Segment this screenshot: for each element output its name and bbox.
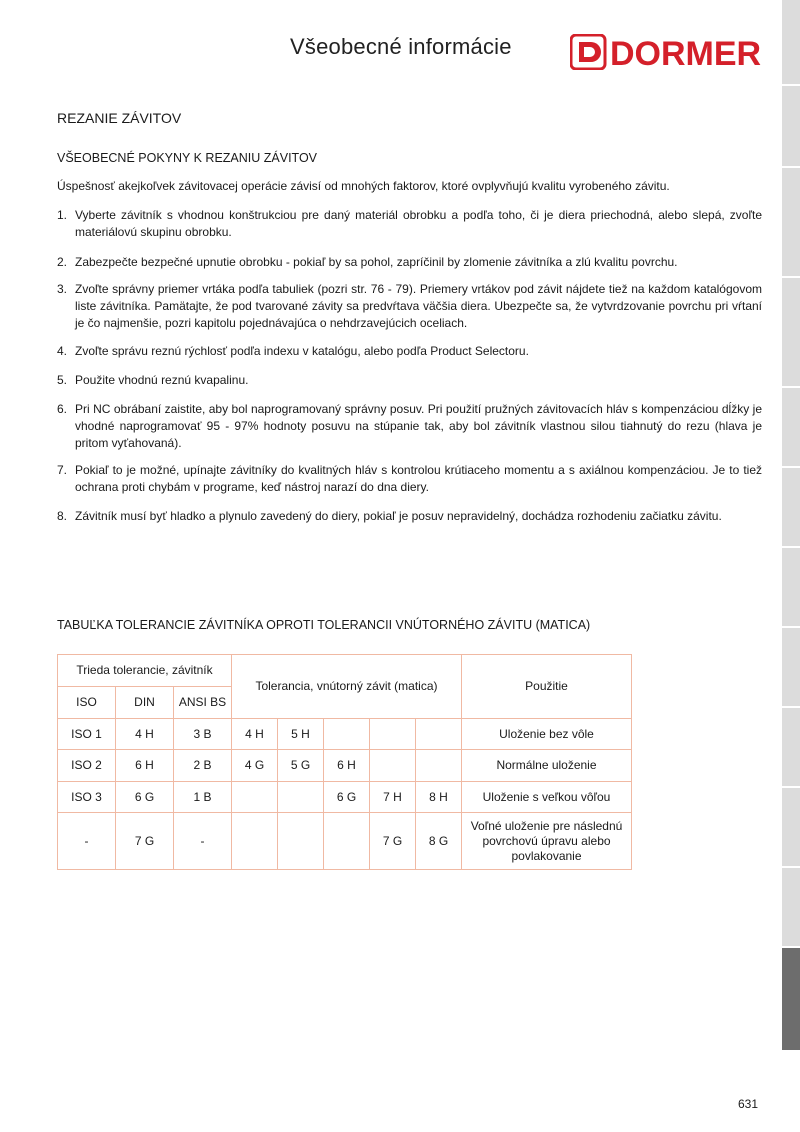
cell-nut-1 — [232, 782, 278, 813]
side-tab[interactable] — [782, 468, 800, 546]
table-caption: TABUĽKA TOLERANCIE ZÁVITNÍKA OPROTI TOLERANCII VNÚTORNÉHO ZÁVITU (MATICA) — [57, 618, 591, 632]
cell-iso: ISO 2 — [58, 750, 116, 782]
table-row — [58, 813, 632, 870]
list-item — [57, 508, 762, 525]
side-tab[interactable] — [782, 548, 800, 626]
header-iso: ISO — [58, 687, 116, 719]
table-row — [58, 750, 632, 782]
side-tab[interactable] — [782, 628, 800, 706]
cell-iso: ISO 3 — [58, 782, 116, 813]
list-item-text: Pokiaľ to je možné, upínajte závitníky do kvalitných hláv s kontrolou krútiaceho momentu a s axiálnou kompenzáciou. Je to tiež ochrana proti chybám v programe, keď nástroj narazí do dna diery. — [75, 463, 762, 494]
list-item-number: 5. — [57, 373, 68, 387]
list-item-number: 7. — [57, 463, 68, 477]
list-item-text: Použite vhodnú reznú kvapalinu. — [75, 373, 249, 387]
side-tab[interactable] — [782, 0, 800, 84]
cell-din: 7 G — [116, 813, 174, 870]
side-tab[interactable] — [782, 388, 800, 466]
side-tab[interactable] — [782, 868, 800, 946]
cell-nut-2 — [278, 782, 324, 813]
cell-nut-5: 8 H — [416, 782, 462, 813]
cell-nut-4: 7 H — [370, 782, 416, 813]
cell-nut-5 — [416, 719, 462, 750]
list-item — [57, 281, 762, 332]
side-tab[interactable] — [782, 708, 800, 786]
cell-nut-3: 6 H — [324, 750, 370, 782]
cell-ansi: 2 B — [174, 750, 232, 782]
list-item-text: Závitník musí byť hladko a plynulo zavedený do diery, pokiaľ je posuv nepravidelný, dochádza rozhodeniu začiatku závitu. — [75, 509, 722, 523]
list-item-number: 1. — [57, 208, 68, 222]
list-item-number: 2. — [57, 255, 68, 269]
cell-nut-1: 4 H — [232, 719, 278, 750]
side-tab-strip — [782, 0, 800, 1132]
cell-ansi: 1 B — [174, 782, 232, 813]
cell-iso: ISO 1 — [58, 719, 116, 750]
list-item — [57, 462, 762, 496]
list-item-text: Vyberte závitník s vhodnou konštrukciou pre daný materiál obrobku a podľa toho, či je diera priechodná, alebo slepá, zvoľte materiálovú skupinu obrobku. — [75, 208, 762, 239]
header-nut-tolerance: Tolerancia, vnútorný závit (matica) — [232, 655, 462, 719]
list-item-number: 6. — [57, 402, 68, 416]
side-tab[interactable] — [782, 788, 800, 866]
side-tab[interactable] — [782, 86, 800, 166]
page-title: Všeobecné informácie — [290, 34, 512, 59]
list-item — [57, 254, 762, 271]
table-row — [58, 782, 632, 813]
subsection-heading: VŠEOBECNÉ POKYNY K REZANIU ZÁVITOV — [57, 151, 318, 165]
dormer-logo — [570, 34, 766, 70]
list-item-number: 3. — [57, 282, 68, 296]
cell-nut-1: 4 G — [232, 750, 278, 782]
cell-nut-3 — [324, 813, 370, 870]
svg-text:DORMER: DORMER — [610, 35, 762, 70]
side-tab-active[interactable] — [782, 948, 800, 1050]
table-header-row — [58, 655, 632, 687]
list-item-text: Zabezpečte bezpečné upnutie obrobku - pokiaľ by sa pohol, zapríčinil by zlomenie závitníka a zlú kvalitu povrchu. — [75, 255, 678, 269]
cell-nut-2: 5 G — [278, 750, 324, 782]
header-usage: Použitie — [462, 655, 632, 719]
list-item-number: 4. — [57, 344, 68, 358]
page-number: 631 — [738, 1097, 759, 1111]
header-ansi-bs: ANSI BS — [174, 687, 232, 719]
cell-usage: Uloženie bez vôle — [462, 719, 632, 750]
cell-nut-4 — [370, 750, 416, 782]
cell-usage: Voľné uloženie pre následnú povrchovú úpravu alebo povlakovanie — [462, 813, 632, 870]
table-row — [58, 719, 632, 750]
cell-din: 6 H — [116, 750, 174, 782]
cell-nut-5 — [416, 750, 462, 782]
header-din: DIN — [116, 687, 174, 719]
cell-ansi: - — [174, 813, 232, 870]
cell-nut-3 — [324, 719, 370, 750]
cell-nut-4: 7 G — [370, 813, 416, 870]
cell-iso: - — [58, 813, 116, 870]
cell-din: 6 G — [116, 782, 174, 813]
list-item-number: 8. — [57, 509, 68, 523]
cell-usage: Uloženie s veľkou vôľou — [462, 782, 632, 813]
list-item-text: Pri NC obrábaní zaistite, aby bol naprogramovaný správny posuv. Pri použití pružných závitovacích hláv s kompenzáciou dĺžky je vhodné naprogramovať 95 - 97% hodnoty posuvu na stúpanie tak, aby bol závitník vlastnou silou tiahnutý do rezu (hlava je pritom vyťahovaná). — [75, 402, 762, 450]
tolerance-table — [57, 654, 632, 870]
cell-nut-4 — [370, 719, 416, 750]
list-item — [57, 401, 762, 452]
cell-nut-3: 6 G — [324, 782, 370, 813]
cell-nut-5: 8 G — [416, 813, 462, 870]
section-heading: REZANIE ZÁVITOV — [57, 110, 182, 126]
cell-nut-2 — [278, 813, 324, 870]
list-item-text: Zvoľte správu reznú rýchlosť podľa indexu v katalógu, alebo podľa Product Selectoru. — [75, 344, 529, 358]
side-tab[interactable] — [782, 278, 800, 386]
dormer-logo-mark — [570, 34, 766, 70]
list-item-text: Zvoľte správny priemer vrtáka podľa tabuliek (pozri str. 76 - 79). Priemery vrtákov pod závit nájdete tiež na každom katalógovom liste závitníka. Pamätajte, že pod tvarované závity sa predvŕtava väčšia diera. Ubezpečte sa, že vytvrdzovanie povrchu pri vŕtaní je čo najmenšie, pozri kapitolu pojednávajúca o nehdrzavejúcich oceliach. — [75, 282, 762, 330]
list-item — [57, 207, 762, 241]
list-item — [57, 372, 762, 389]
cell-nut-1 — [232, 813, 278, 870]
header-tap-tolerance: Trieda tolerancie, závitník — [58, 655, 232, 687]
cell-usage: Normálne uloženie — [462, 750, 632, 782]
side-tab[interactable] — [782, 168, 800, 276]
cell-ansi: 3 B — [174, 719, 232, 750]
list-item — [57, 343, 762, 360]
cell-din: 4 H — [116, 719, 174, 750]
cell-nut-2: 5 H — [278, 719, 324, 750]
intro-paragraph: Úspešnosť akejkoľvek závitovacej operácie závisí od mnohých faktorov, ktoré ovplyvňujú kvalitu vyrobeného závitu. — [57, 179, 670, 193]
